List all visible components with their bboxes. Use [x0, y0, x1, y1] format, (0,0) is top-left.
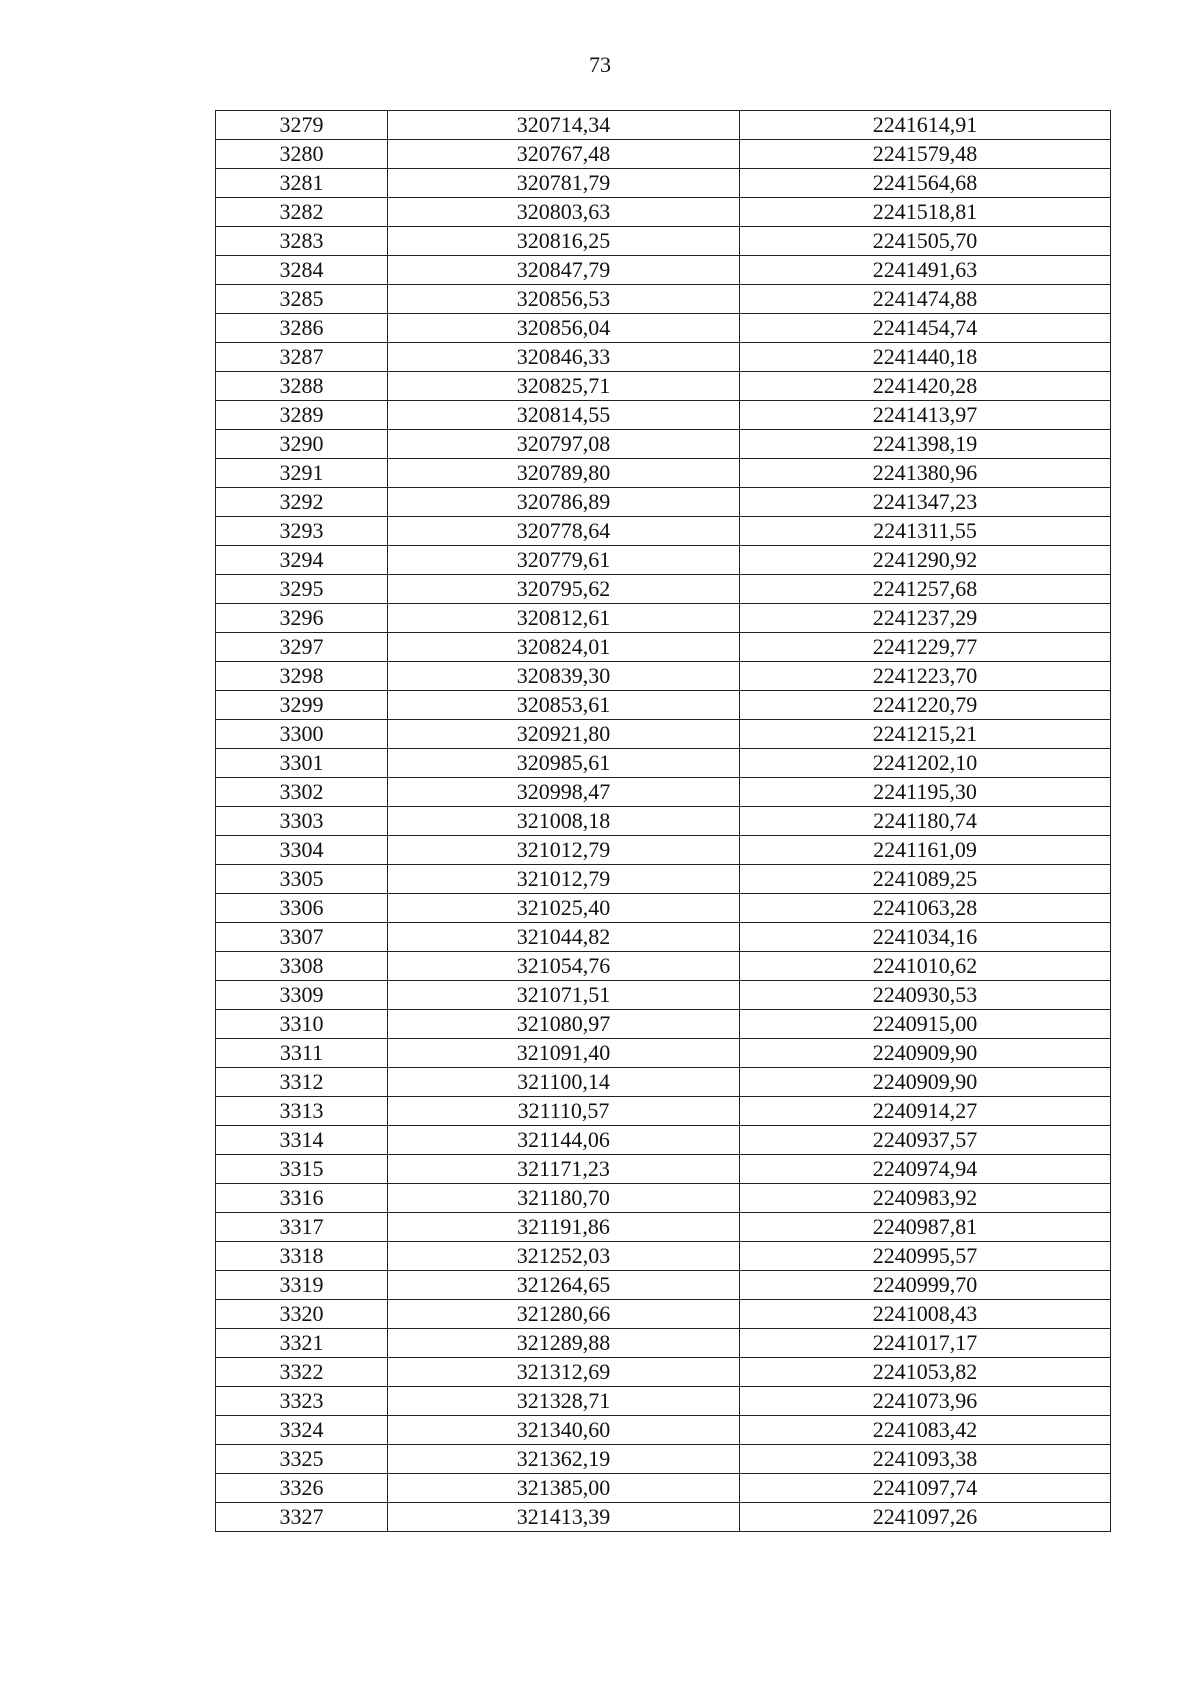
table-row: [216, 430, 1111, 459]
x-coordinate-cell: 320825,71: [388, 372, 740, 401]
y-coordinate-cell: 2241195,30: [740, 778, 1111, 807]
point-number-cell: 3320: [216, 1300, 388, 1329]
point-number-cell: 3297: [216, 633, 388, 662]
table-row: [216, 343, 1111, 372]
point-number-cell: 3309: [216, 981, 388, 1010]
x-coordinate-cell: 321252,03: [388, 1242, 740, 1271]
x-coordinate-cell: 320786,89: [388, 488, 740, 517]
table-row: [216, 1300, 1111, 1329]
point-number-cell: 3282: [216, 198, 388, 227]
point-number-cell: 3305: [216, 865, 388, 894]
point-number-cell: 3308: [216, 952, 388, 981]
table-row: [216, 111, 1111, 140]
y-coordinate-cell: 2241010,62: [740, 952, 1111, 981]
table-row: [216, 227, 1111, 256]
point-number-cell: 3295: [216, 575, 388, 604]
point-number-cell: 3285: [216, 285, 388, 314]
y-coordinate-cell: 2241083,42: [740, 1416, 1111, 1445]
y-coordinate-cell: 2240915,00: [740, 1010, 1111, 1039]
table-row: [216, 575, 1111, 604]
x-coordinate-cell: 320856,04: [388, 314, 740, 343]
point-number-cell: 3280: [216, 140, 388, 169]
x-coordinate-cell: 320847,79: [388, 256, 740, 285]
x-coordinate-cell: 321171,23: [388, 1155, 740, 1184]
point-number-cell: 3300: [216, 720, 388, 749]
x-coordinate-cell: 320985,61: [388, 749, 740, 778]
table-row: [216, 633, 1111, 662]
point-number-cell: 3289: [216, 401, 388, 430]
table-row: [216, 1010, 1111, 1039]
x-coordinate-cell: 320998,47: [388, 778, 740, 807]
point-number-cell: 3304: [216, 836, 388, 865]
x-coordinate-cell: 321413,39: [388, 1503, 740, 1532]
x-coordinate-cell: 321264,65: [388, 1271, 740, 1300]
point-number-cell: 3281: [216, 169, 388, 198]
y-coordinate-cell: 2241474,88: [740, 285, 1111, 314]
table-row: [216, 1387, 1111, 1416]
y-coordinate-cell: 2241454,74: [740, 314, 1111, 343]
y-coordinate-cell: 2241229,77: [740, 633, 1111, 662]
x-coordinate-cell: 321328,71: [388, 1387, 740, 1416]
table-row: [216, 1126, 1111, 1155]
point-number-cell: 3315: [216, 1155, 388, 1184]
x-coordinate-cell: 321289,88: [388, 1329, 740, 1358]
x-coordinate-cell: 321054,76: [388, 952, 740, 981]
y-coordinate-cell: 2241017,17: [740, 1329, 1111, 1358]
y-coordinate-cell: 2241440,18: [740, 343, 1111, 372]
y-coordinate-cell: 2241237,29: [740, 604, 1111, 633]
table-row: [216, 488, 1111, 517]
y-coordinate-cell: 2241202,10: [740, 749, 1111, 778]
y-coordinate-cell: 2241413,97: [740, 401, 1111, 430]
point-number-cell: 3321: [216, 1329, 388, 1358]
x-coordinate-cell: 320781,79: [388, 169, 740, 198]
table-row: [216, 1213, 1111, 1242]
y-coordinate-cell: 2240930,53: [740, 981, 1111, 1010]
table-row: [216, 285, 1111, 314]
x-coordinate-cell: 321340,60: [388, 1416, 740, 1445]
x-coordinate-cell: 321100,14: [388, 1068, 740, 1097]
point-number-cell: 3288: [216, 372, 388, 401]
point-number-cell: 3311: [216, 1039, 388, 1068]
table-row: [216, 372, 1111, 401]
point-number-cell: 3299: [216, 691, 388, 720]
table-row: [216, 169, 1111, 198]
table-row: [216, 749, 1111, 778]
point-number-cell: 3294: [216, 546, 388, 575]
point-number-cell: 3306: [216, 894, 388, 923]
y-coordinate-cell: 2241380,96: [740, 459, 1111, 488]
y-coordinate-cell: 2240974,94: [740, 1155, 1111, 1184]
x-coordinate-cell: 320797,08: [388, 430, 740, 459]
table-row: [216, 778, 1111, 807]
table-row: [216, 1097, 1111, 1126]
x-coordinate-cell: 321144,06: [388, 1126, 740, 1155]
point-number-cell: 3313: [216, 1097, 388, 1126]
x-coordinate-cell: 320778,64: [388, 517, 740, 546]
x-coordinate-cell: 320824,01: [388, 633, 740, 662]
y-coordinate-cell: 2241053,82: [740, 1358, 1111, 1387]
x-coordinate-cell: 321080,97: [388, 1010, 740, 1039]
x-coordinate-cell: 320816,25: [388, 227, 740, 256]
point-number-cell: 3312: [216, 1068, 388, 1097]
y-coordinate-cell: 2241257,68: [740, 575, 1111, 604]
point-number-cell: 3279: [216, 111, 388, 140]
table-row: [216, 401, 1111, 430]
x-coordinate-cell: 320846,33: [388, 343, 740, 372]
point-number-cell: 3291: [216, 459, 388, 488]
x-coordinate-cell: 321191,86: [388, 1213, 740, 1242]
point-number-cell: 3323: [216, 1387, 388, 1416]
table-row: [216, 1329, 1111, 1358]
x-coordinate-cell: 321312,69: [388, 1358, 740, 1387]
point-number-cell: 3325: [216, 1445, 388, 1474]
coordinates-table-body: [216, 111, 1111, 1532]
x-coordinate-cell: 321180,70: [388, 1184, 740, 1213]
table-row: [216, 1271, 1111, 1300]
x-coordinate-cell: 320853,61: [388, 691, 740, 720]
table-row: [216, 198, 1111, 227]
point-number-cell: 3326: [216, 1474, 388, 1503]
table-row: [216, 459, 1111, 488]
y-coordinate-cell: 2240909,90: [740, 1068, 1111, 1097]
x-coordinate-cell: 321071,51: [388, 981, 740, 1010]
point-number-cell: 3322: [216, 1358, 388, 1387]
point-number-cell: 3298: [216, 662, 388, 691]
table-row: [216, 1155, 1111, 1184]
point-number-cell: 3327: [216, 1503, 388, 1532]
x-coordinate-cell: 320767,48: [388, 140, 740, 169]
table-row: [216, 1039, 1111, 1068]
y-coordinate-cell: 2241579,48: [740, 140, 1111, 169]
table-row: [216, 1358, 1111, 1387]
y-coordinate-cell: 2241223,70: [740, 662, 1111, 691]
y-coordinate-cell: 2241089,25: [740, 865, 1111, 894]
point-number-cell: 3283: [216, 227, 388, 256]
table-row: [216, 517, 1111, 546]
table-row: [216, 691, 1111, 720]
y-coordinate-cell: 2240995,57: [740, 1242, 1111, 1271]
point-number-cell: 3296: [216, 604, 388, 633]
point-number-cell: 3287: [216, 343, 388, 372]
table-row: [216, 981, 1111, 1010]
y-coordinate-cell: 2241311,55: [740, 517, 1111, 546]
y-coordinate-cell: 2241097,74: [740, 1474, 1111, 1503]
point-number-cell: 3290: [216, 430, 388, 459]
point-number-cell: 3310: [216, 1010, 388, 1039]
table-row: [216, 662, 1111, 691]
table-row: [216, 1416, 1111, 1445]
y-coordinate-cell: 2241290,92: [740, 546, 1111, 575]
y-coordinate-cell: 2241161,09: [740, 836, 1111, 865]
table-row: [216, 314, 1111, 343]
table-row: [216, 256, 1111, 285]
point-number-cell: 3314: [216, 1126, 388, 1155]
x-coordinate-cell: 321025,40: [388, 894, 740, 923]
table-row: [216, 546, 1111, 575]
point-number-cell: 3324: [216, 1416, 388, 1445]
y-coordinate-cell: 2241505,70: [740, 227, 1111, 256]
point-number-cell: 3302: [216, 778, 388, 807]
table-row: [216, 1242, 1111, 1271]
y-coordinate-cell: 2241420,28: [740, 372, 1111, 401]
y-coordinate-cell: 2241034,16: [740, 923, 1111, 952]
x-coordinate-cell: 321012,79: [388, 836, 740, 865]
table-row: [216, 1184, 1111, 1213]
x-coordinate-cell: 321280,66: [388, 1300, 740, 1329]
y-coordinate-cell: 2240937,57: [740, 1126, 1111, 1155]
x-coordinate-cell: 321008,18: [388, 807, 740, 836]
table-row: [216, 1445, 1111, 1474]
y-coordinate-cell: 2241180,74: [740, 807, 1111, 836]
x-coordinate-cell: 320814,55: [388, 401, 740, 430]
table-row: [216, 807, 1111, 836]
point-number-cell: 3319: [216, 1271, 388, 1300]
page-number: 73: [589, 52, 611, 77]
x-coordinate-cell: 320803,63: [388, 198, 740, 227]
y-coordinate-cell: 2241220,79: [740, 691, 1111, 720]
table-row: [216, 923, 1111, 952]
y-coordinate-cell: 2241518,81: [740, 198, 1111, 227]
point-number-cell: 3316: [216, 1184, 388, 1213]
y-coordinate-cell: 2241093,38: [740, 1445, 1111, 1474]
y-coordinate-cell: 2241347,23: [740, 488, 1111, 517]
coordinates-table: [215, 110, 1111, 1532]
x-coordinate-cell: 321110,57: [388, 1097, 740, 1126]
x-coordinate-cell: 320921,80: [388, 720, 740, 749]
table-row: [216, 1068, 1111, 1097]
table-row: [216, 720, 1111, 749]
y-coordinate-cell: 2240999,70: [740, 1271, 1111, 1300]
point-number-cell: 3286: [216, 314, 388, 343]
x-coordinate-cell: 320779,61: [388, 546, 740, 575]
x-coordinate-cell: 320714,34: [388, 111, 740, 140]
y-coordinate-cell: 2241491,63: [740, 256, 1111, 285]
table-row: [216, 865, 1111, 894]
point-number-cell: 3318: [216, 1242, 388, 1271]
y-coordinate-cell: 2241097,26: [740, 1503, 1111, 1532]
y-coordinate-cell: 2240987,81: [740, 1213, 1111, 1242]
y-coordinate-cell: 2241564,68: [740, 169, 1111, 198]
table-row: [216, 1474, 1111, 1503]
table-row: [216, 604, 1111, 633]
point-number-cell: 3293: [216, 517, 388, 546]
x-coordinate-cell: 320839,30: [388, 662, 740, 691]
y-coordinate-cell: 2241398,19: [740, 430, 1111, 459]
y-coordinate-cell: 2240914,27: [740, 1097, 1111, 1126]
x-coordinate-cell: 320812,61: [388, 604, 740, 633]
x-coordinate-cell: 321385,00: [388, 1474, 740, 1503]
point-number-cell: 3303: [216, 807, 388, 836]
x-coordinate-cell: 320795,62: [388, 575, 740, 604]
y-coordinate-cell: 2241215,21: [740, 720, 1111, 749]
table-row: [216, 140, 1111, 169]
x-coordinate-cell: 321044,82: [388, 923, 740, 952]
x-coordinate-cell: 321091,40: [388, 1039, 740, 1068]
point-number-cell: 3301: [216, 749, 388, 778]
y-coordinate-cell: 2241073,96: [740, 1387, 1111, 1416]
point-number-cell: 3307: [216, 923, 388, 952]
x-coordinate-cell: 320856,53: [388, 285, 740, 314]
table-row: [216, 894, 1111, 923]
point-number-cell: 3284: [216, 256, 388, 285]
x-coordinate-cell: 321362,19: [388, 1445, 740, 1474]
table-row: [216, 952, 1111, 981]
point-number-cell: 3317: [216, 1213, 388, 1242]
x-coordinate-cell: 320789,80: [388, 459, 740, 488]
y-coordinate-cell: 2241614,91: [740, 111, 1111, 140]
point-number-cell: 3292: [216, 488, 388, 517]
x-coordinate-cell: 321012,79: [388, 865, 740, 894]
y-coordinate-cell: 2241008,43: [740, 1300, 1111, 1329]
y-coordinate-cell: 2240983,92: [740, 1184, 1111, 1213]
y-coordinate-cell: 2240909,90: [740, 1039, 1111, 1068]
table-row: [216, 1503, 1111, 1532]
table-row: [216, 836, 1111, 865]
y-coordinate-cell: 2241063,28: [740, 894, 1111, 923]
